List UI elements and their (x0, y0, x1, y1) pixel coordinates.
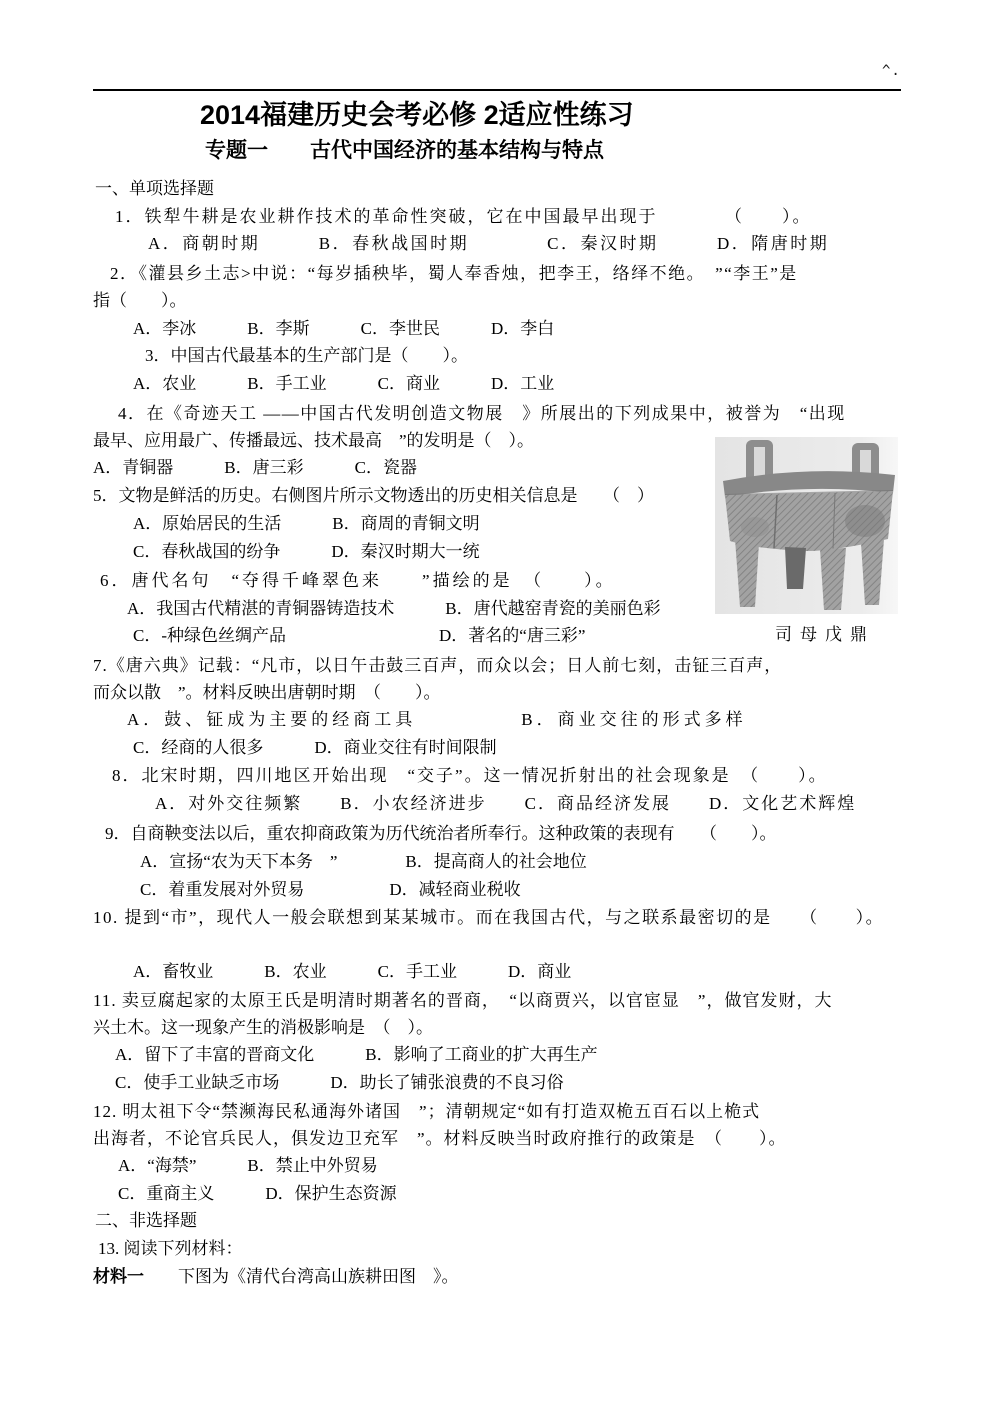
page-subtitle: 专题一 古代中国经济的基本结构与特点 (205, 139, 604, 162)
document-line-20: C．经商的人很多 D．商业交往有时间限制 (133, 738, 497, 757)
document-line-6: 3．中国古代最基本的生产部门是（ ）。 (145, 346, 468, 365)
document-line-15: A．我国古代精湛的青铜器铸造技术 B．唐代越窑青瓷的美丽色彩 (127, 599, 661, 618)
document-line-39: 下图为《清代台湾高山族耕田图 》。 (178, 1267, 459, 1286)
document-line-17: 7.《唐六典》记载：“凡市，以日午击鼓三百声，而众以会；日人前七刻，击钲三百声， (93, 656, 783, 675)
document-line-8: 4．在《奇迹天工 ——中国古代发明创造文物展 》所展出的下列成果中，被誉为 “出现 (118, 404, 846, 423)
document-line-29: 兴土木。这一现象产生的消极影响是 （ ）。 (93, 1018, 433, 1037)
ding-caption: 司母戊鼎 (775, 625, 875, 644)
document-line-14: 6．唐代名句 “夺得千峰翠色来 ”描绘的是 （ ）。 (100, 571, 616, 590)
document-line-23: 9．自商鞅变法以后，重农抑商政策为历代统治者所奉行。这种政策的表现有 （ ）。 (105, 824, 777, 843)
document-line-0: 一、单项选择题 (95, 179, 214, 198)
document-line-16: C．-种绿色丝绸产品 D．著名的“唐三彩” (133, 626, 586, 645)
document-line-33: 出海者，不论官兵民人，俱发边卫充军 ”。材料反映当时政府推行的政策是 （ ）。 (93, 1129, 787, 1148)
page-title: 2014福建历史会考必修 2适应性练习 (200, 100, 634, 130)
document-line-1: 1．铁犁牛耕是农业耕作技术的革命性突破，它在中国最早出现于 （ ）。 (115, 207, 812, 226)
document-line-18: 而众以散 ”。材料反映出唐朝时期 （ ）。 (93, 683, 441, 702)
document-line-34: A．“海禁” B．禁止中外贸易 (118, 1156, 378, 1175)
document-line-12: A．原始居民的生活 B．商周的青铜文明 (133, 514, 480, 533)
document-line-13: C．春秋战国的纷争 D．秦汉时期大一统 (133, 542, 480, 561)
document-line-37: 13. 阅读下列材料： (98, 1239, 243, 1258)
document-line-30: A．留下了丰富的晋商文化 B．影响了工商业的扩大再生产 (115, 1045, 598, 1064)
document-line-22: A．对外交往频繁 B．小农经济进步 C．商品经济发展 D．文化艺术辉煌 (155, 794, 857, 813)
document-line-35: C．重商主义 D．保护生态资源 (118, 1184, 397, 1203)
document-line-7: A．农业 B．手工业 C．商业 D．工业 (133, 374, 555, 393)
document-line-26: 10. 提到“市”，现代人一般会联想到某某城市。而在我国古代，与之联系最密切的是 （ ）。 (93, 908, 885, 927)
document-line-38: 材料一 (93, 1267, 144, 1286)
document-line-36: 二、非选择题 (95, 1211, 197, 1230)
document-line-11: 5．文物是鲜活的历史。右侧图片所示文物透出的历史相关信息是 （ ） (93, 486, 654, 505)
document-line-21: 8．北宋时期，四川地区开始出现 “交子”。这一情况折射出的社会现象是 （ ）。 (112, 766, 828, 785)
document-line-4: 指（ ）。 (93, 291, 187, 310)
document-line-28: 11. 卖豆腐起家的太原王氏是明清时期著名的晋商， “以商贾兴，以官宦显 ”，做官发财，大 (93, 991, 833, 1010)
document-line-25: C．着重发展对外贸易 D．减轻商业税收 (140, 880, 521, 899)
document-line-24: A．宣扬“农为天下本务 ” B．提高商人的社会地位 (140, 852, 587, 871)
document-line-32: 12. 明太祖下令“禁濒海民私通海外诸国 ”；清朝规定“如有打造双桅五百石以上桅式 (93, 1102, 761, 1121)
corner-mark: ^. (882, 63, 901, 79)
document-line-5: A．李冰 B．李斯 C．李世民 D．李白 (133, 319, 555, 338)
document-line-10: A．青铜器 B．唐三彩 C．瓷器 (93, 458, 417, 477)
document-line-2: A．商朝时期 B．春秋战国时期 C．秦汉时期 D．隋唐时期 (148, 234, 830, 253)
document-line-31: C．使手工业缺乏市场 D．助长了铺张浪费的不良习俗 (115, 1073, 564, 1092)
document-line-9: 最早、应用最广、传播最远、技术最高 ”的发明是（ ）。 (93, 431, 535, 450)
document-line-3: 2．《灌县乡土志>中说：“每岁插秧毕，蜀人奉香烛，把李王，络绎不绝。 ”“李王”是 (110, 264, 798, 283)
bronze-ding-photo (715, 437, 898, 614)
document-line-19: A．鼓、钲成为主要的经商工具 B．商业交往的形式多样 (127, 710, 747, 729)
ding-leg-2 (785, 547, 806, 589)
header-divider (93, 89, 901, 91)
document-line-27: A．畜牧业 B．农业 C．手工业 D．商业 (133, 962, 572, 981)
